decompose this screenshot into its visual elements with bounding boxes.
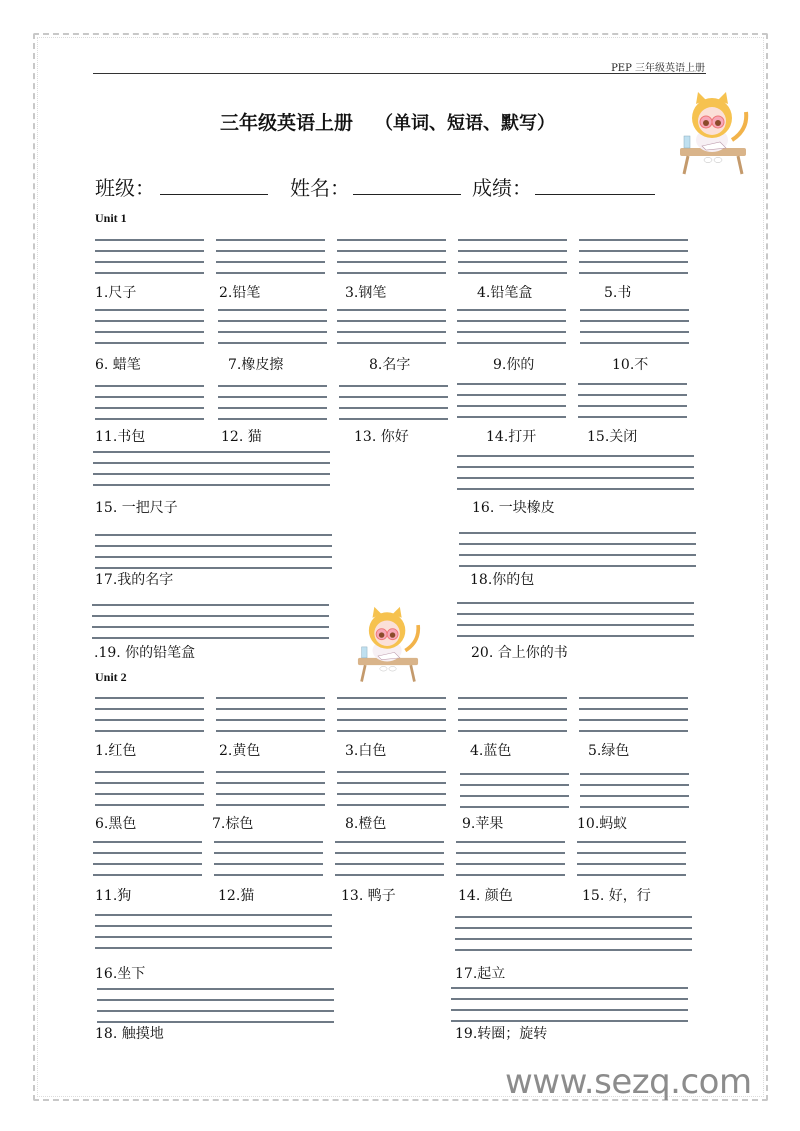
- running-header: PEP 三年级英语上册: [611, 63, 705, 74]
- writing-lines[interactable]: [216, 239, 325, 271]
- word-prompt: 15. 好，行: [582, 888, 651, 904]
- name-label: 姓名：: [290, 176, 350, 200]
- word-prompt: 4.蓝色: [470, 743, 512, 759]
- word-prompt: 8.橙色: [345, 816, 387, 832]
- phrase-prompt: 16.坐下: [95, 966, 146, 982]
- phrase-prompt: 15. 一把尺子: [95, 500, 178, 516]
- writing-lines[interactable]: [458, 239, 567, 271]
- writing-lines[interactable]: [214, 841, 323, 873]
- writing-lines[interactable]: [95, 239, 204, 271]
- word-prompt: 6.黑色: [95, 816, 137, 832]
- writing-lines[interactable]: [95, 771, 204, 803]
- writing-lines[interactable]: [92, 604, 329, 636]
- writing-lines[interactable]: [457, 383, 566, 415]
- phrase-prompt: .19. 你的铅笔盒: [94, 645, 196, 661]
- word-prompt: 3.白色: [345, 743, 387, 759]
- word-prompt: 14. 颜色: [458, 888, 513, 904]
- word-prompt: 15.关闭: [587, 429, 638, 445]
- score-label: 成绩：: [472, 176, 532, 200]
- word-prompt: 13. 你好: [354, 429, 409, 445]
- writing-lines[interactable]: [95, 914, 332, 946]
- writing-lines[interactable]: [95, 534, 332, 566]
- writing-lines[interactable]: [457, 602, 694, 634]
- name-input[interactable]: [353, 194, 461, 195]
- title-subtitle: （单词、短语、默写）: [375, 113, 556, 134]
- writing-lines[interactable]: [456, 841, 565, 873]
- writing-lines[interactable]: [460, 773, 569, 805]
- word-prompt: 12.猫: [218, 888, 255, 904]
- worksheet-title: [220, 108, 555, 135]
- word-prompt: 13. 鸭子: [341, 888, 396, 904]
- writing-lines[interactable]: [93, 451, 330, 483]
- phrase-prompt: 17.我的名字: [95, 572, 174, 588]
- writing-lines[interactable]: [335, 841, 444, 873]
- writing-lines[interactable]: [458, 697, 567, 729]
- writing-lines[interactable]: [339, 385, 448, 417]
- phrase-prompt: 20. 合上你的书: [471, 645, 568, 661]
- class-label: 班级：: [95, 176, 155, 200]
- writing-lines[interactable]: [216, 697, 325, 729]
- word-prompt: 3.钢笔: [345, 285, 387, 301]
- word-prompt: 2.铅笔: [219, 285, 261, 301]
- writing-lines[interactable]: [218, 385, 327, 417]
- unit2-heading: Unit 2: [95, 670, 127, 684]
- word-prompt: 1.尺子: [95, 285, 137, 301]
- writing-lines[interactable]: [97, 988, 334, 1020]
- phrase-prompt: 18.你的包: [470, 572, 535, 588]
- writing-lines[interactable]: [95, 385, 204, 417]
- writing-lines[interactable]: [451, 987, 688, 1019]
- word-prompt: 10.蚂蚁: [577, 816, 628, 832]
- title-main: 三年级英语上册: [220, 112, 354, 134]
- cat-girl-studying-icon: [347, 603, 429, 689]
- word-prompt: 7.棕色: [212, 816, 254, 832]
- word-prompt: 10.不: [612, 357, 649, 373]
- writing-lines[interactable]: [218, 309, 327, 341]
- phrase-prompt: 17.起立: [455, 966, 506, 982]
- writing-lines[interactable]: [580, 773, 689, 805]
- word-prompt: 11.狗: [95, 888, 132, 904]
- cat-girl-studying-icon: [668, 90, 758, 180]
- writing-lines[interactable]: [579, 239, 688, 271]
- writing-lines[interactable]: [95, 309, 204, 341]
- phrase-prompt: 19.转圈；旋转: [455, 1026, 548, 1042]
- writing-lines[interactable]: [455, 916, 692, 948]
- word-prompt: 9.苹果: [462, 816, 504, 832]
- word-prompt: 7.橡皮擦: [228, 357, 284, 373]
- writing-lines[interactable]: [337, 771, 446, 803]
- score-input[interactable]: [535, 194, 655, 195]
- word-prompt: 6. 蜡笔: [95, 357, 141, 373]
- writing-lines[interactable]: [337, 239, 446, 271]
- writing-lines[interactable]: [577, 841, 686, 873]
- writing-lines[interactable]: [337, 309, 446, 341]
- writing-lines[interactable]: [459, 532, 696, 564]
- word-prompt: 5.书: [604, 285, 632, 301]
- site-watermark: www.sezq.com: [505, 1062, 752, 1102]
- writing-lines[interactable]: [457, 309, 566, 341]
- writing-lines[interactable]: [337, 697, 446, 729]
- word-prompt: 9.你的: [493, 357, 535, 373]
- writing-lines[interactable]: [93, 841, 202, 873]
- writing-lines[interactable]: [580, 309, 689, 341]
- word-prompt: 4.铅笔盒: [477, 285, 533, 301]
- unit1-heading: Unit 1: [95, 211, 127, 225]
- phrase-prompt: 18. 触摸地: [95, 1026, 164, 1042]
- word-prompt: 5.绿色: [588, 743, 630, 759]
- writing-lines[interactable]: [216, 771, 325, 803]
- word-prompt: 11.书包: [95, 429, 146, 445]
- word-prompt: 8.名字: [369, 357, 411, 373]
- class-input[interactable]: [160, 194, 268, 195]
- word-prompt: 14.打开: [486, 429, 537, 445]
- word-prompt: 12. 猫: [221, 429, 262, 445]
- writing-lines[interactable]: [579, 697, 688, 729]
- word-prompt: 2.黄色: [219, 743, 261, 759]
- writing-lines[interactable]: [95, 697, 204, 729]
- writing-lines[interactable]: [457, 455, 694, 487]
- word-prompt: 1.红色: [95, 743, 137, 759]
- phrase-prompt: 16. 一块橡皮: [472, 500, 555, 516]
- header-rule: [93, 73, 706, 74]
- writing-lines[interactable]: [578, 383, 687, 415]
